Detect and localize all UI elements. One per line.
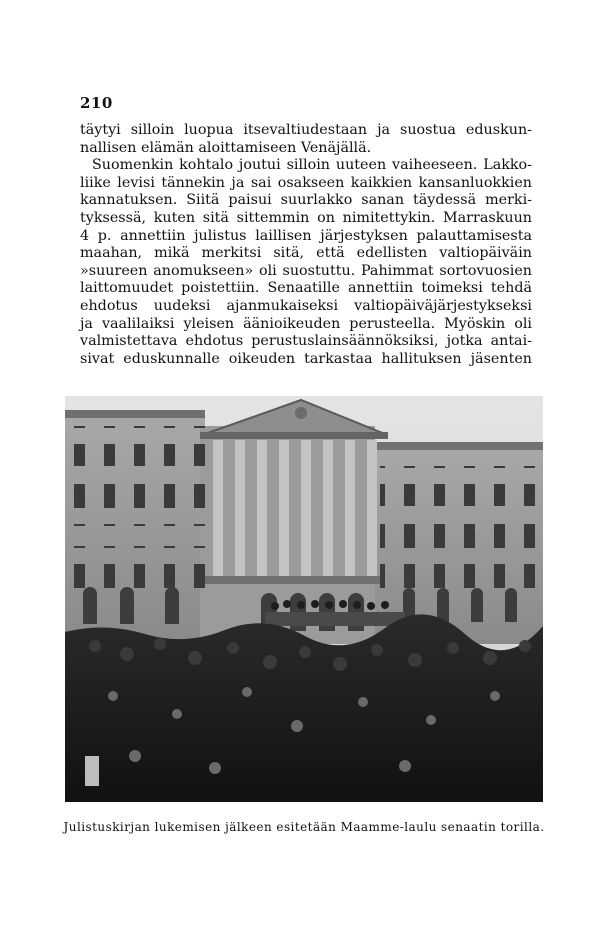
text-line: laittomuudet poistettiin. Senaatille annettiin toimeksi tehdä xyxy=(80,280,532,297)
text-line: ja vaalilaiksi yleisen äänioikeuden perusteella. Myöskin oli xyxy=(80,315,532,332)
paragraph-2-line xyxy=(80,316,532,334)
paragraph-2-line xyxy=(80,298,532,316)
paragraph-2-line xyxy=(80,228,532,246)
text-line: maahan, mikä merkitsi sitä, että edellisten valtiopäiväin xyxy=(80,245,532,262)
paragraph-2-line xyxy=(80,210,532,228)
paragraph-2-line xyxy=(80,351,532,369)
page-number: 210 xyxy=(80,94,113,112)
senate-building-illustration xyxy=(65,396,543,802)
paragraph-2-line xyxy=(80,175,532,193)
text-line: sivat eduskunnalle oikeuden tarkastaa hallituksen jäsenten xyxy=(80,350,532,367)
text-line: liike levisi tännekin ja sai osakseen kaikkien kansanluokkien xyxy=(80,174,532,191)
senate-square-photo xyxy=(65,396,543,802)
text-line: 4 p. annettiin julistus laillisen järjestyksen palauttamisesta xyxy=(80,227,532,244)
paragraph-2-line xyxy=(80,192,532,210)
text-line: tyksessä, kuten sitä sittemmin on nimitettykin. Marraskuun xyxy=(80,209,532,226)
text-line: täytyi silloin luopua itsevaltiudestaan ja suostua eduskun- xyxy=(80,122,532,138)
paragraph-2-line xyxy=(80,280,532,298)
body-text xyxy=(80,122,532,368)
text-line: »suureen anomukseen» oli suostuttu. Pahimmat sortovuosien xyxy=(80,262,532,279)
text-line: Suomenkin kohtalo joutui silloin uuteen vaiheeseen. Lakko- xyxy=(92,157,532,174)
text-line: nallisen elämän aloittamiseen Venäjällä. xyxy=(80,139,372,156)
text-line: ehdotus uudeksi ajanmukaiseksi valtiopäiväjärjestykseksi xyxy=(80,297,532,314)
text-line: valmistettava ehdotus perustuslainsäännöksiksi, jotka antai- xyxy=(80,333,532,350)
text-line: kannatuksen. Siitä paisui suurlakko sanan täydessä merki- xyxy=(80,192,532,209)
paragraph-1 xyxy=(80,122,532,140)
paragraph-2-line xyxy=(80,263,532,281)
paragraph-2-line xyxy=(80,333,532,351)
paragraph-2 xyxy=(80,157,532,175)
photo-caption: Julistuskirjan lukemisen jälkeen esitetään Maamme-laulu senaatin torilla. xyxy=(63,820,545,834)
paragraph-2-line xyxy=(80,245,532,263)
paragraph-1-end xyxy=(80,140,532,158)
